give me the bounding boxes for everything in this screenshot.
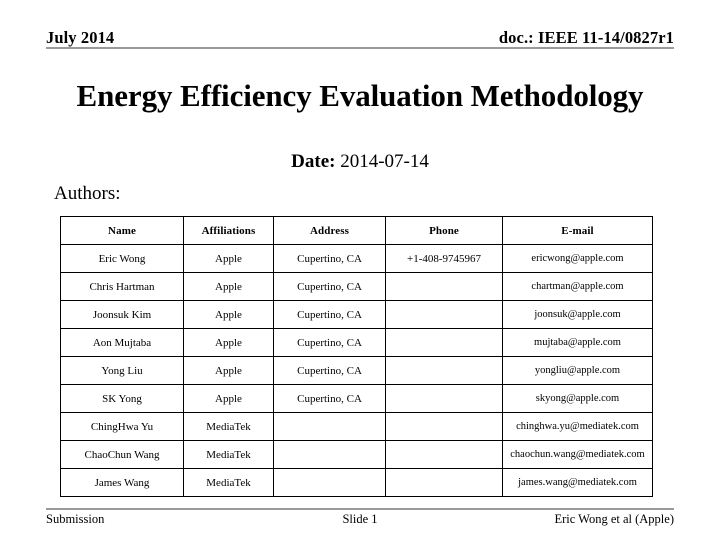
footer-divider-rule (46, 508, 674, 510)
cell-email: ericwong@apple.com (503, 245, 653, 273)
table-row (61, 469, 653, 497)
cell-affiliation: MediaTek (184, 413, 274, 441)
cell-email: james.wang@mediatek.com (503, 469, 653, 497)
table-row (61, 357, 653, 385)
table-row (61, 245, 653, 273)
header-document-id: doc.: IEEE 11-14/0827r1 (498, 28, 674, 47)
cell-affiliation: Apple (184, 329, 274, 357)
column-header-phone: Phone (386, 217, 503, 245)
footer-slide-number: Slide 1 (342, 512, 378, 526)
column-header-affiliations: Affiliations (184, 217, 274, 245)
cell-address (274, 413, 386, 441)
cell-name: Aon Mujtaba (61, 329, 184, 357)
date-label: Date: (291, 151, 336, 172)
cell-address: Cupertino, CA (274, 245, 386, 273)
cell-email: skyong@apple.com (503, 385, 653, 413)
footer-authors: Eric Wong et al (Apple) (554, 512, 674, 526)
cell-email: mujtaba@apple.com (503, 329, 653, 357)
table-row (61, 329, 653, 357)
cell-affiliation: MediaTek (184, 441, 274, 469)
table-row (61, 273, 653, 301)
cell-address (274, 469, 386, 497)
page-title: Energy Efficiency Evaluation Methodology (76, 78, 644, 113)
cell-phone (386, 357, 503, 385)
cell-address: Cupertino, CA (274, 329, 386, 357)
authors-section-label: Authors: (54, 183, 121, 204)
cell-address: Cupertino, CA (274, 357, 386, 385)
cell-email: joonsuk@apple.com (503, 301, 653, 329)
cell-phone (386, 469, 503, 497)
date-value: 2014-07-14 (340, 151, 429, 172)
cell-address: Cupertino, CA (274, 301, 386, 329)
cell-phone (386, 329, 503, 357)
column-header-name: Name (61, 217, 184, 245)
authors-table (60, 216, 653, 497)
cell-affiliation: Apple (184, 245, 274, 273)
table-row (61, 413, 653, 441)
cell-email: chartman@apple.com (503, 273, 653, 301)
cell-affiliation: MediaTek (184, 469, 274, 497)
cell-name: Yong Liu (61, 357, 184, 385)
cell-email: yongliu@apple.com (503, 357, 653, 385)
cell-address (274, 441, 386, 469)
table-row (61, 441, 653, 469)
cell-phone (386, 441, 503, 469)
cell-name: James Wang (61, 469, 184, 497)
cell-affiliation: Apple (184, 273, 274, 301)
cell-name: SK Yong (61, 385, 184, 413)
column-header-email: E-mail (503, 217, 653, 245)
table-row (61, 301, 653, 329)
table-row (61, 385, 653, 413)
header-date: July 2014 (46, 28, 115, 47)
column-header-address: Address (274, 217, 386, 245)
cell-phone: +1-408-9745967 (386, 245, 503, 273)
cell-phone (386, 385, 503, 413)
cell-name: Chris Hartman (61, 273, 184, 301)
cell-name: Joonsuk Kim (61, 301, 184, 329)
cell-phone (386, 301, 503, 329)
cell-email: chinghwa.yu@mediatek.com (503, 413, 653, 441)
date-line (36, 151, 684, 174)
cell-affiliation: Apple (184, 301, 274, 329)
cell-affiliation: Apple (184, 357, 274, 385)
cell-affiliation: Apple (184, 385, 274, 413)
table-header-row (61, 217, 653, 245)
cell-address: Cupertino, CA (274, 273, 386, 301)
cell-name: Eric Wong (61, 245, 184, 273)
cell-email: chaochun.wang@mediatek.com (503, 441, 653, 469)
header-divider-rule (46, 47, 674, 49)
authors-table-container (60, 216, 652, 497)
cell-phone (386, 413, 503, 441)
cell-address: Cupertino, CA (274, 385, 386, 413)
cell-phone (386, 273, 503, 301)
footer-submission-label: Submission (46, 512, 105, 526)
cell-name: ChaoChun Wang (61, 441, 184, 469)
slide-footer (46, 512, 674, 532)
cell-name: ChingHwa Yu (61, 413, 184, 441)
